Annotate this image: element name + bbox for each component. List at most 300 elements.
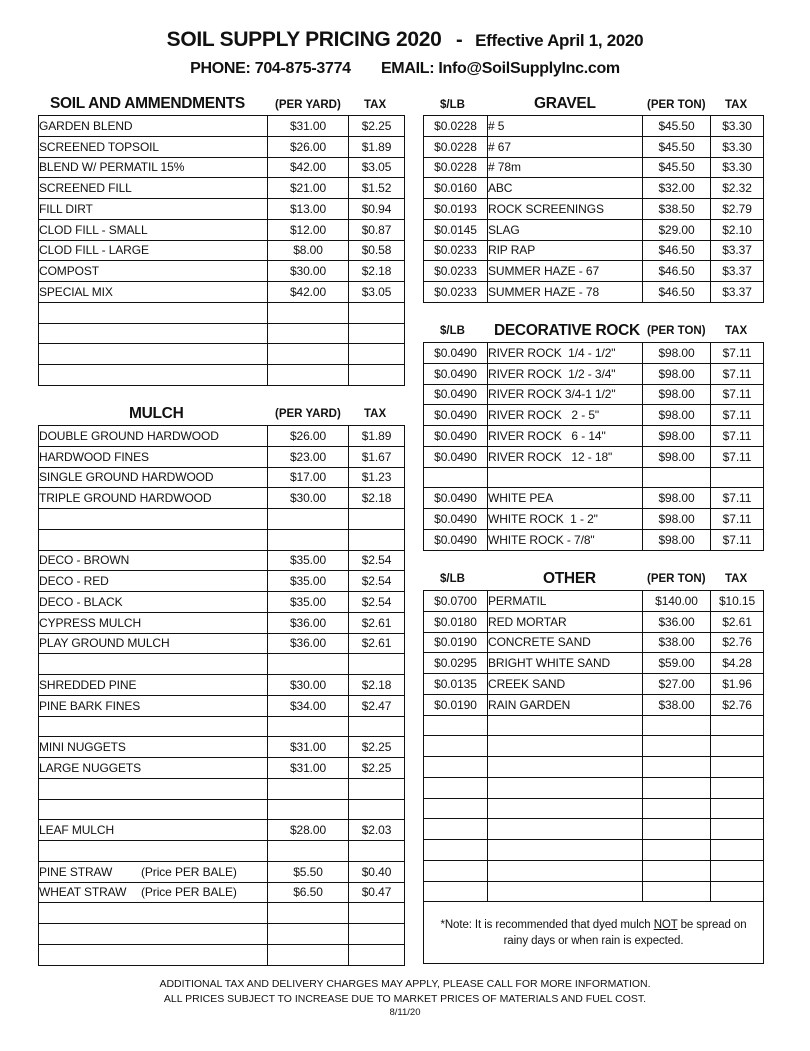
item-price: $35.00: [268, 550, 349, 571]
table-row: [424, 819, 764, 840]
item-name: [488, 757, 643, 778]
item-price: $8.00: [268, 240, 349, 261]
item-name-text: LEAF MULCH: [39, 823, 115, 838]
item-tax: $1.23: [349, 467, 405, 488]
item-price-per-lb: $0.0233: [424, 240, 488, 261]
item-name-text: SINGLE GROUND HARDWOOD: [39, 470, 214, 485]
item-tax: [711, 777, 764, 798]
table-row: [424, 199, 764, 220]
item-tax: $7.11: [711, 384, 764, 405]
item-name: [39, 944, 268, 965]
decorative-lb-header: $/LB: [440, 325, 465, 337]
item-tax: $0.94: [349, 199, 405, 220]
table-row: [39, 903, 405, 924]
table-row: [39, 633, 405, 654]
item-name: [488, 736, 643, 757]
item-tax: [711, 881, 764, 902]
item-name: [39, 924, 268, 945]
table-row: [424, 219, 764, 240]
item-tax: $2.10: [711, 219, 764, 240]
item-name: [39, 758, 268, 779]
item-tax: [349, 799, 405, 820]
item-name-text: SPECIAL MIX: [39, 284, 113, 299]
item-tax: [711, 736, 764, 757]
item-price: [643, 860, 711, 881]
item-tax: $2.61: [711, 611, 764, 632]
table-row: [424, 446, 764, 467]
table-row: [39, 261, 405, 282]
item-tax: $7.11: [711, 426, 764, 447]
item-price: $38.00: [643, 632, 711, 653]
item-tax: $3.30: [711, 136, 764, 157]
item-name: [488, 777, 643, 798]
item-tax: [711, 467, 764, 488]
email: EMAIL: Info@SoilSupplyInc.com: [380, 60, 620, 77]
item-tax: [349, 841, 405, 862]
item-price-per-lb: $0.0190: [424, 694, 488, 715]
table-row: [39, 219, 405, 240]
item-tax: $2.18: [349, 488, 405, 509]
item-price: $31.00: [268, 758, 349, 779]
item-price: $140.00: [643, 591, 711, 612]
item-price: $23.00: [268, 446, 349, 467]
table-row: [39, 509, 405, 530]
table-row: [39, 116, 405, 137]
item-name-text: SCREENED TOPSOIL: [39, 139, 159, 154]
item-tax: $2.76: [711, 632, 764, 653]
footer-date: 8/11/20: [389, 1007, 421, 1018]
table-row: [39, 136, 405, 157]
item-price: [268, 529, 349, 550]
item-price-per-lb: $0.0490: [424, 405, 488, 426]
table-row: [39, 695, 405, 716]
decorative-price-header: (PER TON): [647, 325, 706, 337]
item-name: [39, 737, 268, 758]
table-row: [39, 820, 405, 841]
item-price: $27.00: [643, 674, 711, 695]
item-name-text: DECO - BROWN: [39, 553, 130, 568]
item-name: SUMMER HAZE - 78: [488, 282, 643, 303]
note-text-after: be spread on rainy days or when rain is expected.: [503, 918, 747, 947]
item-name: [39, 344, 268, 365]
item-tax: [711, 860, 764, 881]
item-price: $98.00: [643, 529, 711, 550]
item-tax: $7.11: [711, 509, 764, 530]
item-name: BRIGHT WHITE SAND: [488, 653, 643, 674]
item-price: [643, 715, 711, 736]
item-tax: [349, 365, 405, 386]
table-row: [424, 116, 764, 137]
item-tax: [349, 302, 405, 323]
item-tax: $7.11: [711, 446, 764, 467]
item-price: $38.00: [643, 694, 711, 715]
item-price-per-lb: $0.0490: [424, 426, 488, 447]
item-price: $98.00: [643, 509, 711, 530]
item-name: [39, 799, 268, 820]
item-price: [268, 716, 349, 737]
item-name: [39, 716, 268, 737]
item-name: [39, 302, 268, 323]
item-price-per-lb: $0.0490: [424, 446, 488, 467]
item-name: [488, 715, 643, 736]
item-price: [643, 736, 711, 757]
table-row: [39, 282, 405, 303]
contact-line: [0, 60, 810, 78]
item-price-per-lb: $0.0193: [424, 199, 488, 220]
table-row: [39, 716, 405, 737]
item-price: [268, 924, 349, 945]
item-price: $26.00: [268, 136, 349, 157]
table-row: [424, 591, 764, 612]
table-row: [39, 240, 405, 261]
table-row: [424, 157, 764, 178]
item-price: [643, 840, 711, 861]
page-title: [0, 28, 810, 52]
item-name-text: DECO - RED: [39, 574, 109, 589]
table-row: [39, 199, 405, 220]
item-name-text: CYPRESS MULCH: [39, 615, 142, 630]
item-tax: $1.89: [349, 136, 405, 157]
item-tax: [349, 924, 405, 945]
item-price-per-lb: $0.0490: [424, 529, 488, 550]
item-tax: $10.15: [711, 591, 764, 612]
decorative-section-title: DECORATIVE ROCK: [494, 322, 640, 339]
item-name: [39, 861, 268, 882]
item-price: $42.00: [268, 157, 349, 178]
item-tax: $4.28: [711, 653, 764, 674]
item-tax: [349, 716, 405, 737]
item-name: [39, 882, 268, 903]
table-row: [39, 675, 405, 696]
item-name-text: COMPOST: [39, 264, 99, 279]
item-name: WHITE ROCK 1 - 2": [488, 509, 643, 530]
table-row: [424, 240, 764, 261]
other-lb-header: $/LB: [440, 573, 465, 585]
item-price: $42.00: [268, 282, 349, 303]
item-name: [39, 654, 268, 675]
item-tax: $2.79: [711, 199, 764, 220]
table-row: [39, 344, 405, 365]
table-row: [424, 715, 764, 736]
table-row: [39, 861, 405, 882]
mulch-tax-header: TAX: [364, 408, 387, 420]
item-name: WHITE ROCK - 7/8": [488, 529, 643, 550]
item-price: [643, 757, 711, 778]
item-price: $30.00: [268, 488, 349, 509]
table-row: [424, 653, 764, 674]
item-tax: $2.54: [349, 571, 405, 592]
table-row: [39, 488, 405, 509]
item-name: RIVER ROCK 1/2 - 3/4": [488, 363, 643, 384]
note-row: [424, 902, 764, 964]
footer-line-2: ALL PRICES SUBJECT TO INCREASE DUE TO MARKET PRICES OF MATERIALS AND FUEL COST.: [163, 992, 647, 1005]
item-name: RIVER ROCK 1/4 - 1/2": [488, 343, 643, 364]
item-tax: $2.54: [349, 550, 405, 571]
footer-line-1: ADDITIONAL TAX AND DELIVERY CHARGES MAY APPLY, PLEASE CALL FOR MORE INFORMATION.: [159, 978, 651, 990]
item-price: $17.00: [268, 467, 349, 488]
item-price: $46.50: [643, 261, 711, 282]
table-row: [39, 302, 405, 323]
item-name: [39, 323, 268, 344]
item-name: [39, 695, 268, 716]
item-name: [39, 219, 268, 240]
item-price: [268, 302, 349, 323]
decorative-tax-header: TAX: [725, 325, 748, 337]
item-name: [39, 592, 268, 613]
item-price: $98.00: [643, 384, 711, 405]
item-name: ROCK SCREENINGS: [488, 199, 643, 220]
item-tax: $2.25: [349, 737, 405, 758]
item-name-text: PINE BARK FINES: [39, 698, 141, 713]
item-tax: $3.30: [711, 157, 764, 178]
item-price: [268, 365, 349, 386]
table-row: [424, 860, 764, 881]
table-row: [424, 136, 764, 157]
table-row: [39, 571, 405, 592]
item-name: [39, 178, 268, 199]
item-price: [643, 819, 711, 840]
item-price-per-lb: $0.0180: [424, 611, 488, 632]
table-row: [39, 778, 405, 799]
footer: [0, 977, 810, 1021]
table-row: [39, 426, 405, 447]
item-name: PERMATIL: [488, 591, 643, 612]
item-name: [39, 820, 268, 841]
table-row: [424, 611, 764, 632]
item-name: RIP RAP: [488, 240, 643, 261]
item-tax: $3.37: [711, 240, 764, 261]
item-unit: (Price PER BALE): [141, 864, 237, 879]
item-name: CREEK SAND: [488, 674, 643, 695]
item-tax: $2.25: [349, 758, 405, 779]
item-tax: $3.37: [711, 261, 764, 282]
item-price: $21.00: [268, 178, 349, 199]
item-name-text: CLOD FILL - LARGE: [39, 243, 149, 258]
item-price: [643, 881, 711, 902]
item-tax: $2.61: [349, 612, 405, 633]
item-name: [39, 903, 268, 924]
item-name: [39, 550, 268, 571]
item-price: [643, 467, 711, 488]
item-name: [488, 860, 643, 881]
item-name: WHITE PEA: [488, 488, 643, 509]
item-name-text: FILL DIRT: [39, 201, 93, 216]
item-price: $34.00: [268, 695, 349, 716]
item-price: $26.00: [268, 426, 349, 447]
table-row: [424, 757, 764, 778]
item-price-per-lb: $0.0160: [424, 178, 488, 199]
table-row: [39, 654, 405, 675]
item-price: $31.00: [268, 737, 349, 758]
item-name: [39, 199, 268, 220]
item-price: [268, 654, 349, 675]
item-price: [268, 841, 349, 862]
item-price-per-lb: [424, 881, 488, 902]
item-price-per-lb: $0.0490: [424, 488, 488, 509]
item-name-text: DECO - BLACK: [39, 594, 123, 609]
item-price-per-lb: $0.0233: [424, 282, 488, 303]
item-price-per-lb: $0.0228: [424, 136, 488, 157]
item-price: $31.00: [268, 116, 349, 137]
table-row: [424, 363, 764, 384]
soil-table: [38, 115, 405, 386]
item-tax: $3.37: [711, 282, 764, 303]
item-name-text: SCREENED FILL: [39, 181, 132, 196]
item-price: $38.50: [643, 199, 711, 220]
item-price-per-lb: [424, 736, 488, 757]
item-name: [39, 778, 268, 799]
item-price: $36.00: [643, 611, 711, 632]
item-name: [39, 426, 268, 447]
table-row: [424, 426, 764, 447]
item-tax: $2.32: [711, 178, 764, 199]
mulch-table: [38, 425, 405, 966]
item-price: [268, 509, 349, 530]
item-tax: $2.76: [711, 694, 764, 715]
table-row: [39, 446, 405, 467]
item-tax: [349, 323, 405, 344]
item-price-per-lb: $0.0135: [424, 674, 488, 695]
item-name-text: GARDEN BLEND: [39, 118, 133, 133]
table-row: [424, 509, 764, 530]
item-tax: $7.11: [711, 363, 764, 384]
item-price-per-lb: $0.0295: [424, 653, 488, 674]
item-name: RED MORTAR: [488, 611, 643, 632]
table-row: [39, 550, 405, 571]
table-row: [39, 365, 405, 386]
item-name: [39, 365, 268, 386]
item-name: # 67: [488, 136, 643, 157]
item-price: $35.00: [268, 571, 349, 592]
phone: PHONE: 704-875-3774: [190, 60, 351, 77]
other-tax-header: TAX: [725, 573, 748, 585]
table-row: [39, 924, 405, 945]
item-tax: [349, 654, 405, 675]
item-price: [643, 798, 711, 819]
item-price: $35.00: [268, 592, 349, 613]
item-price: $45.50: [643, 116, 711, 137]
table-row: [424, 261, 764, 282]
item-name: RIVER ROCK 3/4-1 1/2": [488, 384, 643, 405]
item-tax: $1.89: [349, 426, 405, 447]
other-table: [423, 590, 764, 964]
item-name-text: HARDWOOD FINES: [39, 449, 149, 464]
table-row: [39, 758, 405, 779]
item-tax: $0.47: [349, 882, 405, 903]
item-tax: [349, 344, 405, 365]
item-name: SUMMER HAZE - 67: [488, 261, 643, 282]
item-price: $6.50: [268, 882, 349, 903]
item-name-text: SHREDDED PINE: [39, 677, 137, 692]
mulch-section-title: MULCH: [129, 405, 184, 422]
item-tax: [711, 715, 764, 736]
item-name: [39, 633, 268, 654]
item-price-per-lb: [424, 757, 488, 778]
item-tax: [349, 778, 405, 799]
item-price-per-lb: $0.0228: [424, 157, 488, 178]
item-price: [268, 903, 349, 924]
item-name: [488, 798, 643, 819]
mulch-price-header: (PER YARD): [275, 408, 341, 420]
item-name: RIVER ROCK 6 - 14": [488, 426, 643, 447]
item-tax: $0.87: [349, 219, 405, 240]
item-tax: $1.67: [349, 446, 405, 467]
item-tax: [711, 819, 764, 840]
item-price: $98.00: [643, 405, 711, 426]
item-tax: $7.11: [711, 488, 764, 509]
other-price-header: (PER TON): [647, 573, 706, 585]
item-price: $98.00: [643, 426, 711, 447]
item-tax: [711, 798, 764, 819]
soil-tax-header: TAX: [364, 99, 387, 111]
item-name: [39, 240, 268, 261]
item-tax: [711, 757, 764, 778]
table-row: [424, 777, 764, 798]
item-name-text: PINE STRAW: [39, 864, 113, 879]
item-name: [488, 881, 643, 902]
table-row: [39, 323, 405, 344]
item-name: RIVER ROCK 2 - 5": [488, 405, 643, 426]
item-price-per-lb: [424, 840, 488, 861]
soil-section-title: SOIL AND AMMENDMENTS: [50, 95, 245, 112]
item-name: [488, 467, 643, 488]
table-row: [39, 157, 405, 178]
item-tax: [349, 944, 405, 965]
item-price-per-lb: $0.0490: [424, 343, 488, 364]
item-name: [39, 841, 268, 862]
item-tax: $3.05: [349, 282, 405, 303]
item-tax: $2.61: [349, 633, 405, 654]
title-text: SOIL SUPPLY PRICING 2020: [166, 28, 442, 51]
item-name: [39, 467, 268, 488]
item-tax: $2.47: [349, 695, 405, 716]
item-price: [268, 323, 349, 344]
title-separator: -: [455, 29, 463, 51]
gravel-lb-header: $/LB: [440, 99, 465, 111]
table-row: [424, 488, 764, 509]
item-name-text: DOUBLE GROUND HARDWOOD: [39, 428, 219, 443]
item-name: ABC: [488, 178, 643, 199]
item-tax: $2.54: [349, 592, 405, 613]
item-name: [39, 282, 268, 303]
item-name: [39, 529, 268, 550]
item-name: [488, 840, 643, 861]
item-price-per-lb: [424, 860, 488, 881]
item-price: $98.00: [643, 488, 711, 509]
effective-date: Effective April 1, 2020: [475, 31, 644, 50]
item-name-text: CLOD FILL - SMALL: [39, 222, 148, 237]
other-section-title: OTHER: [543, 570, 596, 587]
item-name: [39, 509, 268, 530]
item-price-per-lb: [424, 467, 488, 488]
item-name-text: WHEAT STRAW: [39, 885, 127, 900]
item-price-per-lb: $0.0233: [424, 261, 488, 282]
table-row: [39, 529, 405, 550]
item-price: $46.50: [643, 282, 711, 303]
item-price: $36.00: [268, 633, 349, 654]
item-price-per-lb: $0.0490: [424, 384, 488, 405]
item-tax: [349, 903, 405, 924]
item-tax: $2.18: [349, 675, 405, 696]
item-price-per-lb: [424, 819, 488, 840]
item-price: $45.50: [643, 136, 711, 157]
item-price: $28.00: [268, 820, 349, 841]
item-name-text: BLEND W/ PERMATIL 15%: [39, 160, 185, 175]
gravel-table: [423, 115, 764, 303]
gravel-price-header: (PER TON): [647, 99, 706, 111]
item-name: RAIN GARDEN: [488, 694, 643, 715]
item-price: $30.00: [268, 261, 349, 282]
